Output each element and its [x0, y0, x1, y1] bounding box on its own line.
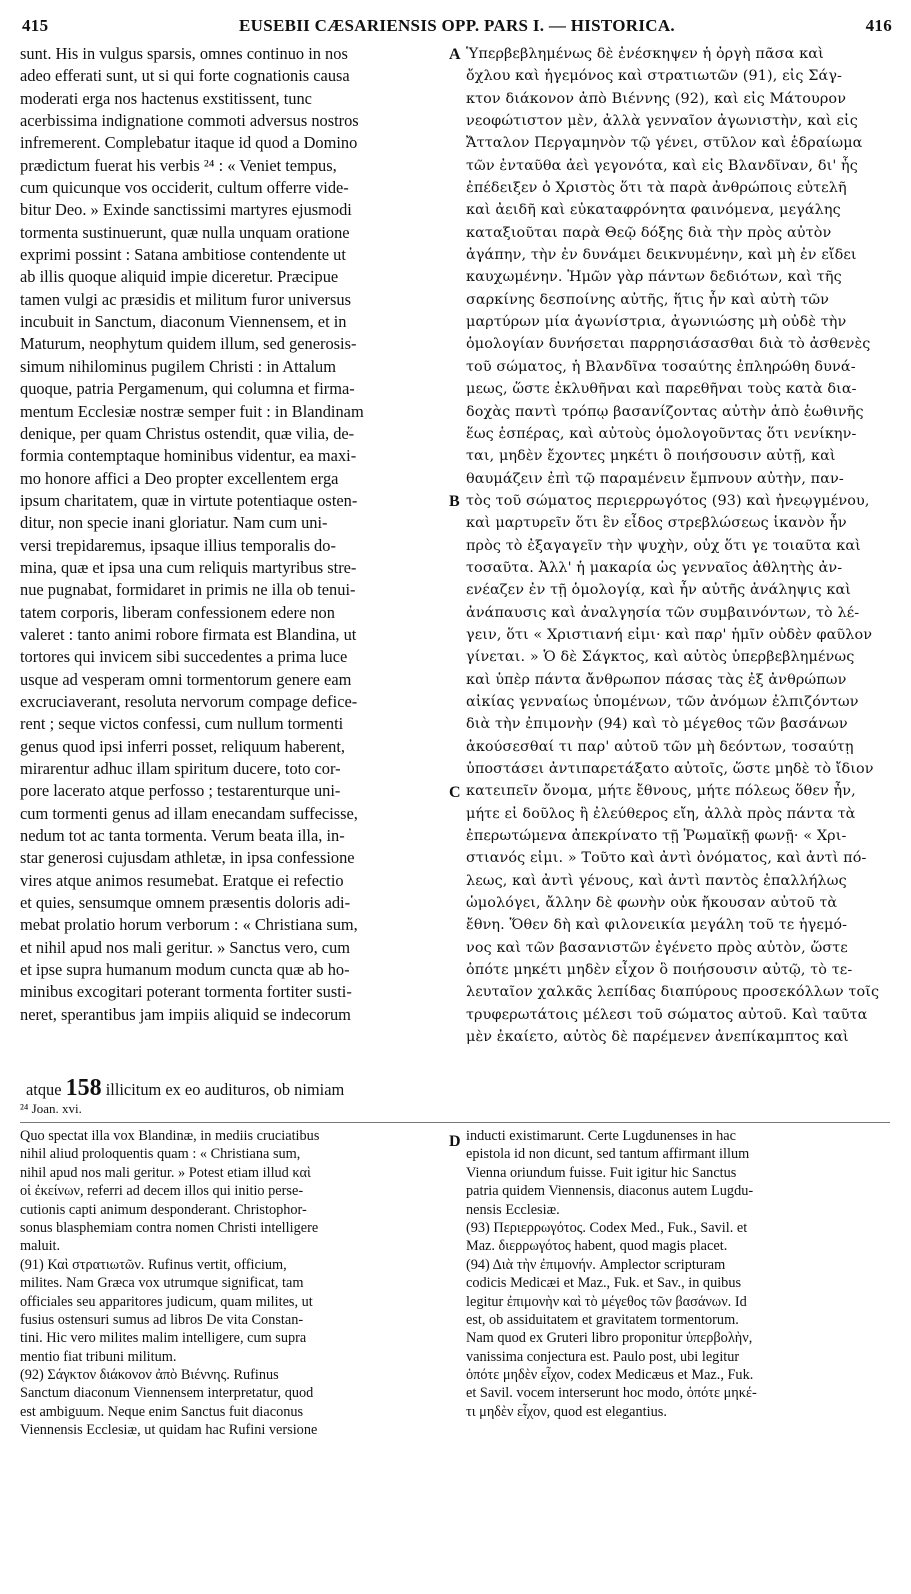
note-line: vanissima conjectura est. Paulo post, ubi legitur: [466, 1348, 740, 1365]
greek-text-line: κτον διάκονον ἀπὸ Βιέννης (92), καὶ εἰς Μάτουρον: [466, 90, 847, 107]
greek-text-line: διὰ τὴν ἐπιμονὴν (94) καὶ τὸ μέγεθος τῶν βασάνων: [466, 716, 848, 733]
latin-text-line: moderati erga nos hactenus exstitissent, tunc: [20, 88, 312, 108]
note-line: et Savil. vocem interserunt hoc modo, ὁπότε μηκέ-: [466, 1385, 757, 1402]
notes-left-column: [20, 1127, 442, 1440]
latin-text-line: tormenta sustinuerunt, quæ nulla unquam oratione: [20, 222, 350, 242]
latin-text-line: simum nihilominus pugilem Christi : in Attalum: [20, 356, 336, 376]
greek-text-line: ται, μηδὲν ἔχοντες μηκέτι ὃ ποιήσουσιν αὐτῇ, καὶ: [466, 448, 836, 465]
margin-letter-c: C: [449, 784, 461, 801]
greek-text-line: τρυφερωτάτοις μέλεσι τοῦ σώματος αὐτοῦ. Καὶ ταῦτα: [466, 1006, 868, 1023]
latin-text-line: bitur Deo. » Exinde sanctissimi martyres ejusmodi: [20, 200, 352, 220]
greek-text-line: γειν, ὅτι « Χριστιανή εἰμι· καὶ παρ' ἡμῖν οὐδὲν φαῦλον: [466, 626, 873, 643]
greek-text-line: ἐπέδειξεν ὁ Χριστὸς ὅτι τὰ παρὰ ἀνθρώποις εὐτελῆ: [466, 180, 847, 197]
greek-text-line: αἰκίας γενναίως ὑπομένων, τῶν ἀνόμων ἐλπιζόντων: [466, 693, 859, 710]
greek-text-line: λεως, καὶ ἀντὶ γένους, καὶ ἀντὶ παντὸς ἐπαλλήλως: [466, 872, 847, 889]
signature-after: illicitum ex eo audituros, ob nimiam: [105, 1080, 345, 1099]
latin-text-line: prædictum fuerat his verbis ²⁴ : « Veniet tempus,: [20, 155, 337, 175]
margin-letter-d: D: [449, 1133, 461, 1150]
latin-text-line: et ipse supra humanum modum cuncta quæ ab ho-: [20, 960, 350, 980]
greek-text-line: νεοφώτιστον μὲν, ἀλλὰ γενναῖον ἀγωνιστὴν, καὶ εἰς: [466, 113, 858, 130]
note-line: οἱ ἐκείνων, referri ad decem illos qui initio perse-: [20, 1183, 304, 1200]
latin-text-line: Maturum, neophytum quidem illum, sed generosis-: [20, 334, 357, 354]
notes-divider: [20, 1122, 890, 1123]
latin-text-line: minibus excogitari poterant tormenta fortiter susti-: [20, 982, 352, 1002]
greek-text-line: ὁπότε μηκέτι μηδὲν εἶχον ὃ ποιήσουσιν αὐτῷ, τὸ τε-: [466, 962, 853, 979]
note-line: τι μηδὲν εἶχον, quod est elegantius.: [466, 1403, 667, 1420]
note-line: Quo spectat illa vox Blandinæ, in mediis cruciatibus: [20, 1128, 320, 1144]
greek-text-line: τοῦ σώματος, ἡ Βλανδῖνα τοσαύτης ἐπληρώθη δυνά-: [466, 358, 856, 375]
latin-text-line: ipsum charitatem, quæ in virtute potentiaque osten-: [20, 490, 358, 510]
note-line: legitur ἐπιμονὴν καὶ τὸ μέγεθος τῶν βασάνων. Id: [466, 1293, 747, 1310]
latin-text-column: [20, 43, 442, 1026]
greek-text-line: Ἄτταλον Περγαμηνὸν τῷ γένει, στῦλον καὶ ἑδραίωμα: [466, 135, 863, 152]
greek-text-line: κατειπεῖν ὄνομα, μήτε ἔθνους, μήτε πόλεως ὅθεν ἦν,: [466, 783, 856, 800]
latin-text-line: usque ad vesperam omni tormentorum genere eam: [20, 669, 352, 689]
note-line: Maz. διερρωγότος habent, quod magis placet.: [466, 1238, 728, 1255]
latin-text-line: neret, sperantibus jam impiis aliquid se indecorum: [20, 1004, 351, 1024]
greek-text-line: δοχὰς παντὶ τρόπῳ βασανίζοντας αὐτὴν ἀπὸ ἑωθινῆς: [466, 403, 864, 420]
note-line: codicis Medicæi et Maz., Fuk. et Sav., in quibus: [466, 1275, 742, 1292]
greek-text-line: λευταῖον χαλκᾶς λεπίδας διαπύρους προσεκόλλων τοῖς: [466, 984, 880, 1001]
greek-text-line: ἔθνη. Ὅθεν δὴ καὶ φιλονεικία μεγάλη τοῦ τε ἡγεμό-: [466, 917, 848, 934]
latin-text-line: mentum Ecclesiæ nostræ semper fuit : in Blandinam: [20, 401, 364, 421]
note-line: est ambiguum. Neque enim Sanctus fuit diaconus: [20, 1403, 304, 1420]
note-line: inducti existimarunt. Certe Lugdunenses in hac: [466, 1128, 736, 1144]
note-line: cutionis capti animum desponderant. Christophor-: [20, 1201, 307, 1218]
latin-text-line: formia contemptaque hominibus videntur, ea maxi-: [20, 446, 357, 466]
greek-text-line: γίνεται. » Ὁ δὲ Σάγκτος, καὶ αὐτὸς ὑπερβεβλημένως: [466, 649, 855, 666]
note-line: (93) Περιερρωγότος. Codex Med., Fuk., Savil. et: [466, 1219, 748, 1236]
greek-text-line: τοσαῦτα. Ἀλλ' ἡ μακαρία ὡς γενναῖος ἀθλητὴς ἀν-: [466, 559, 843, 576]
note-line: milites. Nam Græca vox utrumque significat, tam: [20, 1275, 304, 1292]
latin-text-line: exprimi possint : Satana ambitiose contendente ut: [20, 245, 346, 265]
latin-text-line: versi trepidaremus, ipsaque illius temporalis do-: [20, 535, 336, 555]
greek-text-line: ἀκούσεσθαί τι παρ' αὐτοῦ τῶν μὴ δεόντων, τοσαύτῃ: [466, 738, 854, 755]
greek-text-line: νος καὶ τῶν βασανιστῶν ἐγένετο πρὸς αὐτὸν, ὥστε: [466, 939, 848, 956]
note-line: Sanctum diaconum Viennensem interpretatur, quod: [20, 1385, 314, 1402]
page-number-right: 416: [865, 16, 892, 35]
note-line: (92) Σάγκτον διάκονον ἀπὸ Βιέννης. Rufinus: [20, 1367, 279, 1384]
note-line: est, ob assiduitatem et gravitatem tormentorum.: [466, 1311, 739, 1328]
note-line: patria quidem Viennensis, diaconus autem Lugdu-: [466, 1183, 754, 1200]
latin-text-line: et quies, sensumque omnem præsentis doloris adi-: [20, 893, 351, 913]
latin-text-line: nedum tot ac tanta tormenta. Verum beata illa, in-: [20, 826, 345, 846]
note-line: tini. Hic vero milites malim intelligere, cum supra: [20, 1330, 307, 1347]
greek-text-line: ἀγάπην, τὴν ἐν δυνάμει δεικνυμένην, καὶ μὴ ἐν εἴδει: [466, 247, 857, 264]
latin-text-line: sunt. His in vulgus sparsis, omnes continuo in nos: [20, 44, 348, 63]
note-line: mentio fiat tribuni militum.: [20, 1348, 177, 1365]
note-line: fusius ostensuri sumus ad libros De vita Constan-: [20, 1311, 304, 1328]
note-line: officiales seu apparitores judicum, quam milites, ut: [20, 1293, 313, 1310]
note-line: Viennensis Ecclesiæ, ut quidam hac Rufini versione: [20, 1422, 318, 1439]
latin-text-line: tortores qui invicem sibi succedentes a prima luce: [20, 647, 348, 667]
greek-text-line: ὄχλου καὶ ἡγεμόνος καὶ στρατιωτῶν (91), εἰς Σάγ-: [466, 68, 842, 85]
greek-text-line: καὶ ὑπὲρ πάντα ἄνθρωπον πάσας τὰς ἐξ ἀνθρώπων: [466, 671, 847, 688]
greek-text-line: θαυμάζειν ἐπὶ τῷ παραμένειν ἔμπνουν αὐτὴν, παν-: [466, 470, 844, 487]
latin-text-line: tatem corporis, liberam confessionem edere non: [20, 602, 335, 622]
notes-right-column: [466, 1127, 896, 1421]
greek-text-line: μήτε εἰ δοῦλος ἢ ἐλεύθερος εἴη, ἀλλὰ πρὸς πάντα τὰ: [466, 805, 856, 822]
latin-text-line: ab illis quoque aliquid impie diceretur. Præcipue: [20, 267, 339, 287]
greek-text-line: καὶ μαρτυρεῖν ὅτι ἓν εἶδος στρεβλώσεως ἱκανὸν ἦν: [466, 515, 847, 532]
latin-text-line: nue pugnabat, formidaret in primis ne illa ob tenui-: [20, 580, 356, 600]
greek-text-line: καταξιοῦται παρὰ Θεῷ δόξης διὰ τὴν πρὸς αὐτὸν: [466, 224, 832, 241]
latin-text-line: acerbissima indignatione commoti adversus nostros: [20, 111, 359, 131]
note-line: (94) Διὰ τὴν ἐπιμονήν. Amplector scripturam: [466, 1256, 726, 1273]
greek-text-line: ἐπερωτώμενα ἀπεκρίνατο τῇ Ῥωμαϊκῇ φωνῇ· « Χρι-: [466, 828, 847, 845]
greek-text-line: τὸς τοῦ σώματος περιερρωγότος (93) καὶ ἠνεῳγμένου,: [466, 492, 870, 509]
latin-text-line: mirarentur adhuc illam spiritum ducere, toto cor-: [20, 759, 341, 778]
greek-text-line: στιανός εἰμι. » Τοῦτο καὶ ἀντὶ ὀνόματος, καὶ ἀντὶ πό-: [466, 850, 867, 867]
greek-text-line: μαρτύρων μία ἀγωνίστρια, ἀγωνιώσης μὴ οὐδὲ τὴν: [466, 314, 847, 331]
greek-text-line: πρὸς τὸ ἐξαγαγεῖν τὴν ψυχὴν, οὐχ ὅτι γε τοιαῦτα καὶ: [466, 537, 861, 554]
signature-line: [26, 1075, 344, 1102]
greek-text-line: μὲν ἐκαίετο, αὐτὸς δὲ παρέμενεν ἀνεπίκαμπτος καὶ: [466, 1029, 849, 1046]
latin-text-line: tamen vulgi ac præsidis et militum furor universus: [20, 289, 351, 309]
latin-text-line: mo honore affici a Deo propter excellentem erga: [20, 468, 339, 488]
greek-text-line: ἀνάπαυσις καὶ ἀναλγησία τῶν συμβαινόντων, τὸ λέ-: [466, 604, 860, 621]
greek-text-line: καυχωμένην. Ἡμῶν γὰρ πάντων δεδιότων, καὶ τῆς: [466, 269, 842, 286]
greek-text-line: τῶν ἐνταῦθα ἀεὶ γεγονότα, καὶ εἰς Βλανδῖναν, δι' ἧς: [466, 157, 858, 174]
note-line: nihil aliud proloquentis quam : « Christiana sum,: [20, 1146, 301, 1163]
note-line: ὁπότε μηδὲν εἶχον, codex Medicæus et Maz., Fuk.: [466, 1367, 754, 1384]
page-header: [22, 16, 892, 42]
latin-text-line: cum tormenti genus ad illam enecandam suffecisse,: [20, 803, 358, 823]
latin-text-line: valeret : tanto animi robore firmata est Blandina, ut: [20, 624, 357, 644]
scripture-footnote: ²⁴ Joan. xvi.: [20, 1101, 82, 1116]
note-line: sonus blasphemiam contra nomen Christi intelligere: [20, 1219, 319, 1236]
note-line: nihil apud nos mali geritur. » Potest etiam illud καὶ: [20, 1164, 311, 1181]
note-line: Vienna oriundum fuisse. Fuit igitur hic Sanctus: [466, 1164, 737, 1181]
latin-text-line: denique, per quam Christus ostendit, quæ vilia, de-: [20, 423, 355, 443]
note-line: (91) Καὶ στρατιωτῶν. Rufinus vertit, officium,: [20, 1256, 287, 1273]
signature-number: 158: [65, 1075, 102, 1101]
latin-text-line: quoque, patria Pergamenum, qui columna et firma-: [20, 379, 355, 399]
latin-text-line: vires atque animos resumebat. Eratque ei refectio: [20, 870, 344, 890]
margin-letter-b: B: [449, 493, 460, 510]
latin-text-line: infremerent. Complebatur itaque id quod a Domino: [20, 133, 358, 153]
greek-text-column: [466, 43, 896, 1048]
greek-text-line: ενέαζεν ἐν τῇ ὁμολογίᾳ, καὶ ἦν αὐτῆς ἀνάληψις καὶ: [466, 582, 852, 599]
latin-text-line: et nihil apud nos mali geritur. » Sanctus vero, cum: [20, 937, 351, 957]
greek-text-line: ὡμολόγει, ἄλλην δὲ φωνὴν οὐκ ἤκουσαν αὐτοῦ τὰ: [466, 895, 838, 912]
greek-text-line: ὁμολογίαν δυνήσεται παρρησιάσασθαι διὰ τὸ ἀσθενὲς: [466, 336, 871, 353]
note-line: epistola id non dicunt, sed tantum affirmant illum: [466, 1146, 750, 1163]
latin-text-line: genus quod ipsi inferri posset, reliquum haberent,: [20, 736, 346, 756]
latin-text-line: incubuit in Sanctum, diaconum Viennensem, et in: [20, 312, 347, 332]
latin-text-line: excruciaverant, resoluta nervorum compage defice-: [20, 691, 358, 711]
latin-text-line: mina, quæ et ipsa una cum reliquis martyribus stre-: [20, 557, 357, 577]
margin-letter-a: A: [449, 46, 461, 63]
latin-text-line: cum quicunque vos occiderit, cultum offerre vide-: [20, 178, 349, 198]
latin-text-line: pore lacerato atque perfosso ; testarenturque uni-: [20, 781, 341, 801]
greek-text-line: καὶ ἀειδῆ καὶ εὐκαταφρόνητα φαινόμενα, μεγάλης: [466, 202, 841, 219]
latin-text-line: star generosi cujusdam athletæ, in ipsa confessione: [20, 848, 355, 868]
running-title: EUSEBII CÆSARIENSIS OPP. PARS I. — HISTORICA.: [239, 16, 675, 35]
greek-text-line: ὑποστάσει ἀντιπαρετάξατο αὐτοῖς, ὥστε μηδὲ τὸ ἴδιον: [466, 761, 874, 777]
latin-text-line: rent ; seque victos confessi, cum nullum tormenti: [20, 714, 344, 734]
greek-text-line: σαρκίνης δεσποίνης αὐτῆς, ἥτις ἦν καὶ αὐτὴ τῶν: [466, 291, 830, 308]
note-line: nensis Ecclesiæ.: [466, 1201, 560, 1218]
note-line: Nam quod ex Gruteri libro proponitur ὑπερβολὴν,: [466, 1330, 753, 1347]
greek-text-line: Ὑπερβεβλημένως δὲ ἐνέσκηψεν ἡ ὀργὴ πᾶσα καὶ: [466, 46, 824, 62]
latin-text-line: adeo efferati sunt, ut si qui forte cognationis causa: [20, 66, 350, 86]
greek-text-line: μεως, ὥστε ἐκλυθῆναι καὶ παρεθῆναι τοὺς κατὰ δια-: [466, 381, 857, 398]
latin-text-line: mebat prolatio horum verborum : « Christiana sum,: [20, 915, 358, 935]
note-line: maluit.: [20, 1238, 61, 1255]
latin-text-line: ditur, non specie inani gloriatur. Nam cum uni-: [20, 513, 328, 533]
signature-before: atque: [26, 1080, 62, 1099]
page-number-left: 415: [22, 16, 49, 35]
greek-text-line: ἕως ἑσπέρας, καὶ αὐτοὺς ὁμολογοῦντας ὅτι νενίκην-: [466, 425, 857, 442]
